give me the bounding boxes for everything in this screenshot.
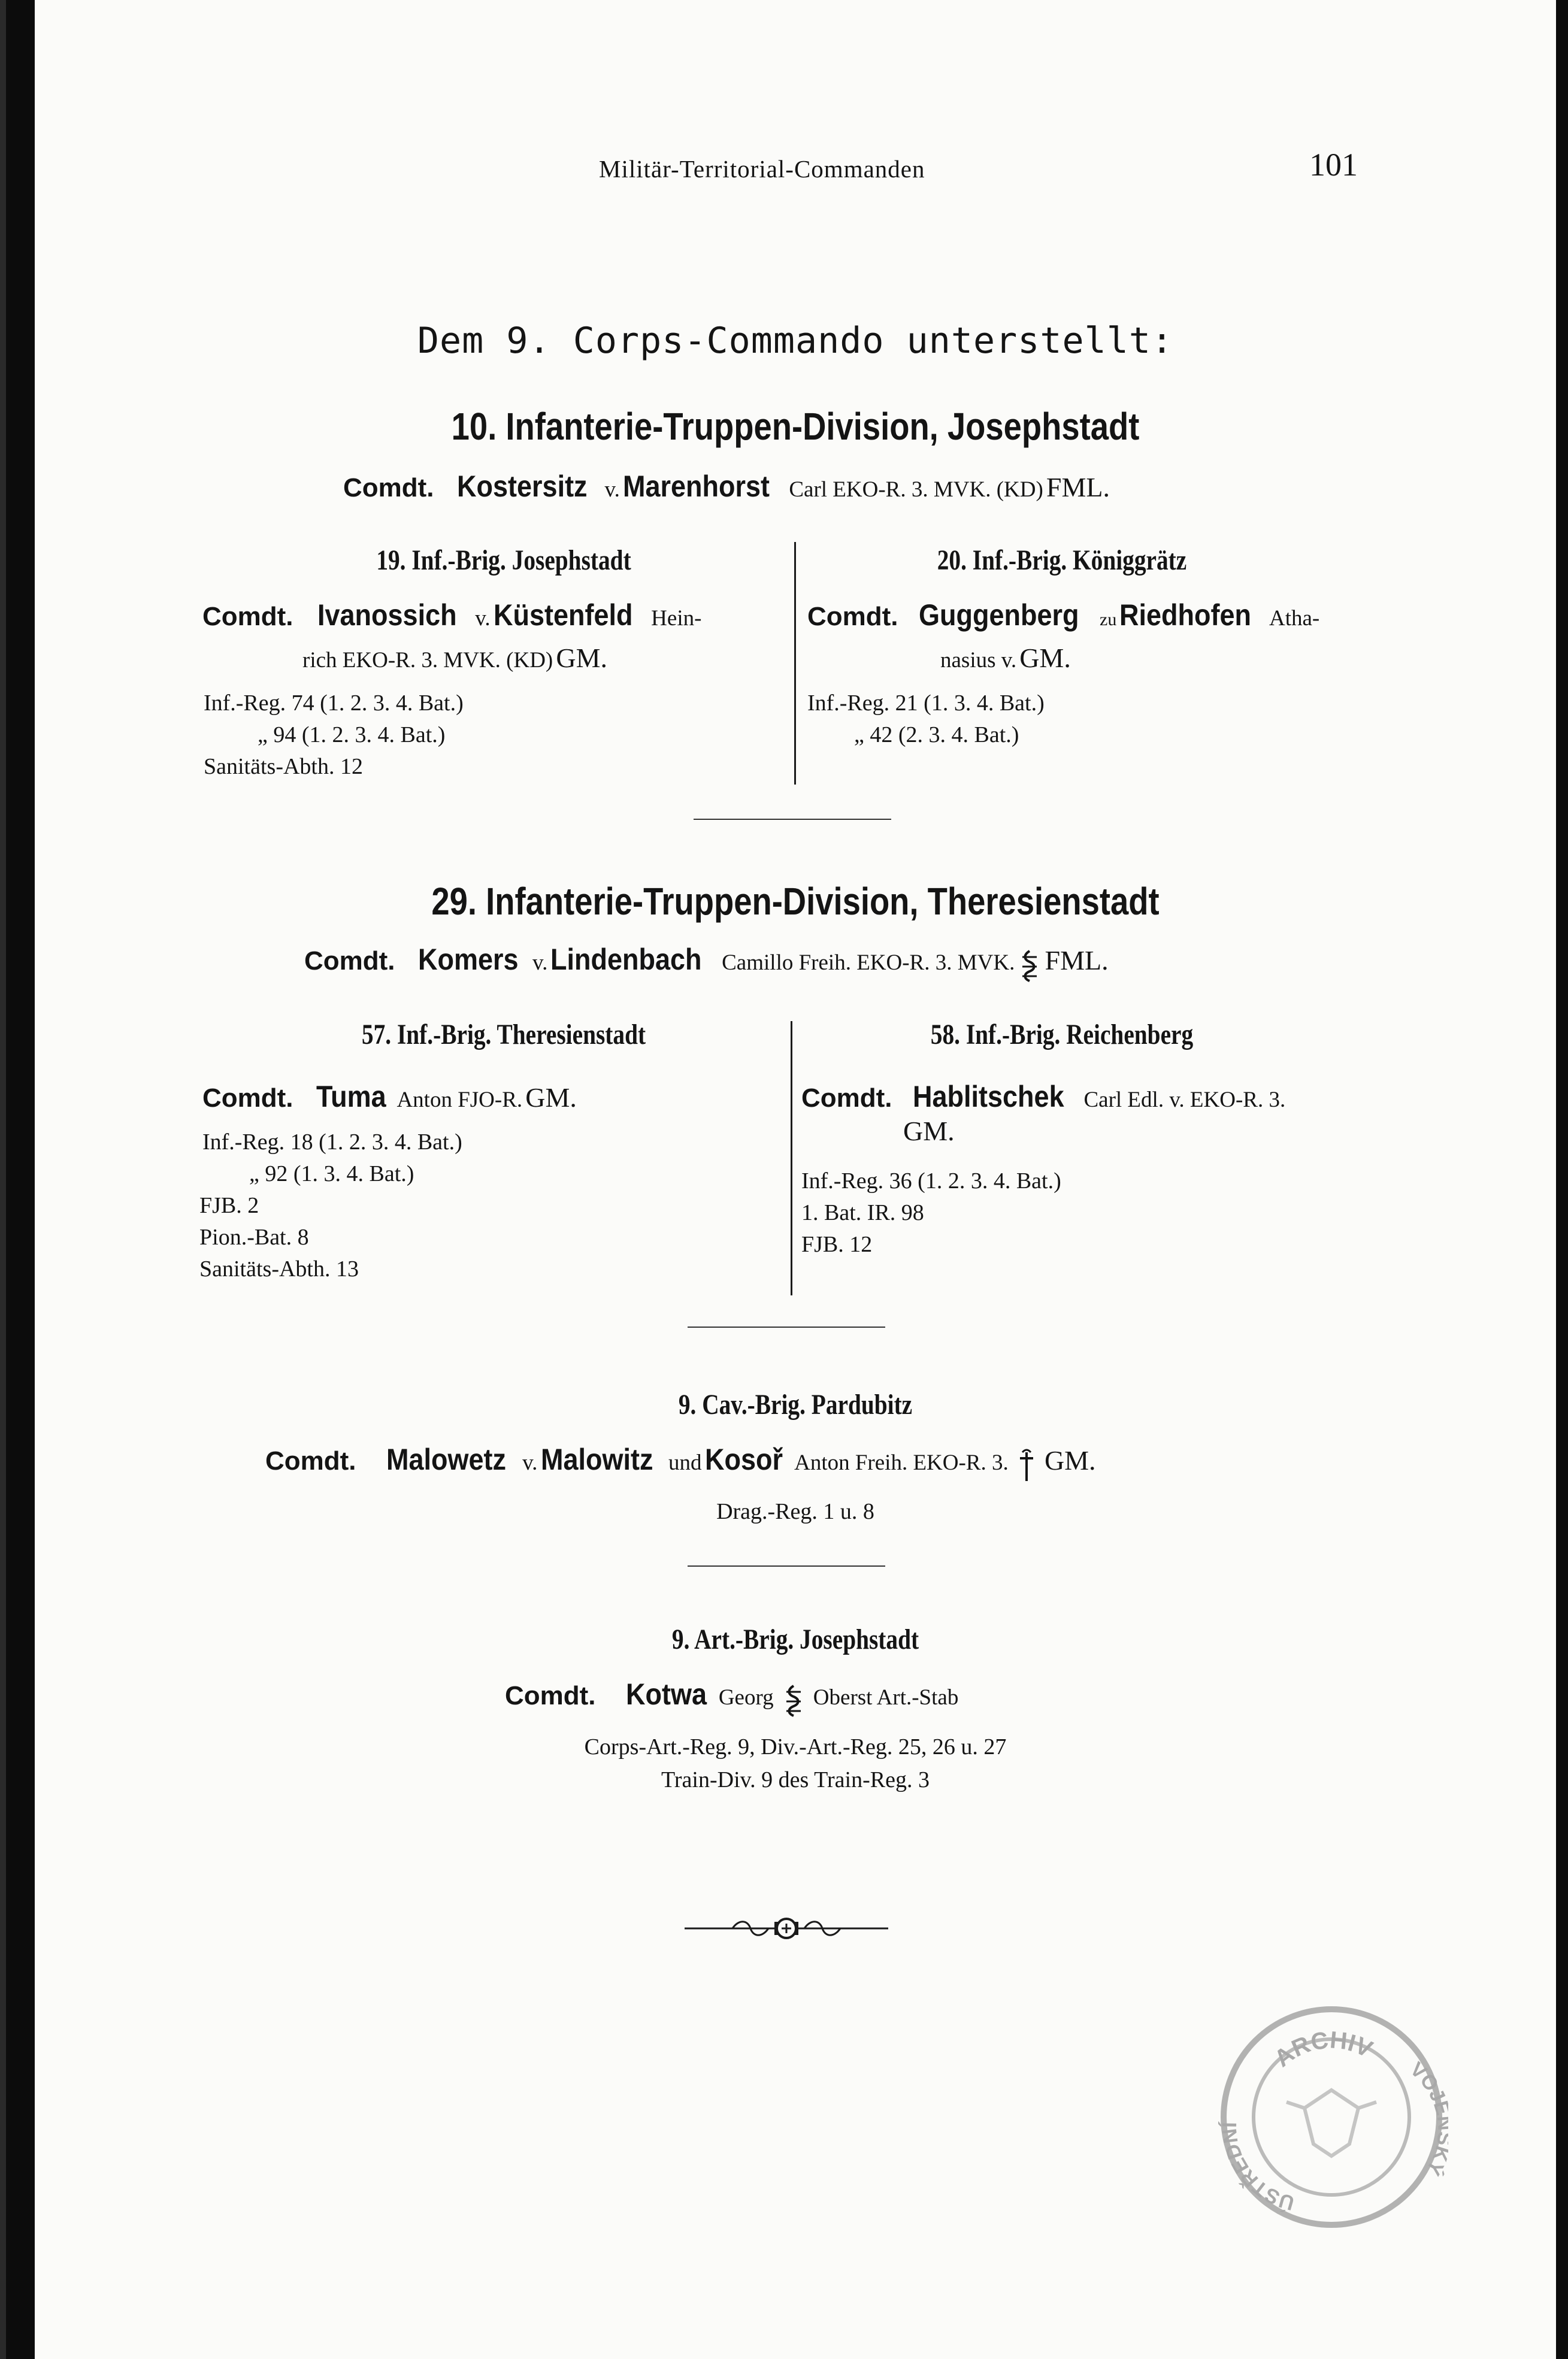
svg-text:ARCHIV [1270, 2027, 1377, 2072]
unit-line: Pion.-Bat. 8 [199, 1225, 309, 1250]
comdt-label: Comdt. [202, 1083, 293, 1113]
name-particle: zu [1100, 610, 1117, 629]
section-rule [688, 1327, 885, 1328]
commander-rank: FML. [1046, 472, 1110, 502]
name-particle: v. [532, 950, 548, 975]
running-title: Militär-Territorial-Commanden [599, 155, 925, 183]
unit-line: „ 42 (2. 3. 4. Bat.) [854, 722, 1019, 747]
order-badge-icon [782, 1683, 806, 1721]
commander-rank: GM. [903, 1116, 955, 1146]
brigade-19-commander-cont [302, 642, 607, 674]
brigade-57-heading: 57. Inf.-Brig. Theresienstadt [361, 1019, 646, 1050]
commander-name-2: Lindenbach [550, 943, 702, 976]
brigade-20-commander-cont [940, 642, 1071, 674]
commander-details-1: Atha- [1269, 606, 1320, 631]
brigade-19-heading-wrap [198, 544, 809, 577]
commander-rank: GM. [525, 1082, 577, 1113]
unit-line: 1. Bat. IR. 98 [801, 1200, 924, 1225]
unit-line: „ 92 (1. 3. 4. Bat.) [249, 1161, 414, 1186]
commander-name-2: Küstenfeld [493, 598, 633, 632]
section-title: Dem 9. Corps-Commando unterstellt: [417, 320, 1174, 362]
art-brigade-heading-wrap [35, 1623, 1556, 1656]
brigade-19-heading: 19. Inf.-Brig. Josephstadt [376, 544, 631, 576]
eagle-emblem-icon [1287, 2090, 1376, 2156]
unit-line: FJB. 2 [199, 1193, 259, 1218]
commander-name-2: Riedhofen [1119, 598, 1252, 632]
division-10-heading: 10. Infanterie-Truppen-Division, Josephstadt [451, 405, 1140, 448]
commander-rank: GM. [556, 643, 607, 673]
unit-line: Sanitäts-Abth. 13 [199, 1256, 359, 1282]
brigade-20-heading: 20. Inf.-Brig. Königgrätz [937, 544, 1187, 576]
commander-details: Carl Edl. v. EKO-R. 3. [1083, 1088, 1286, 1112]
comdt-label: Comdt. [202, 602, 293, 631]
scan-edge [0, 0, 6, 2359]
brigade-20-commander [807, 598, 1319, 632]
brigade-58-commander [801, 1079, 1285, 1114]
stamp-top-text: ARCHIV [1269, 2027, 1377, 2073]
commander-rank: GM. [1044, 1445, 1096, 1476]
commander-name: Guggenberg [918, 598, 1079, 632]
commander-details-2: nasius v. [940, 648, 1017, 673]
commander-name: Ivanossich [317, 598, 457, 632]
cav-brigade-heading: 9. Cav.-Brig. Pardubitz [678, 1389, 913, 1421]
commander-name: Kotwa [625, 1677, 707, 1711]
commander-name: Hablitschek [912, 1080, 1064, 1113]
comdt-label: Comdt. [807, 602, 898, 631]
comdt-label: Comdt. [304, 946, 395, 976]
cross-order-icon [1018, 1449, 1036, 1486]
commander-rank: GM. [1019, 643, 1071, 673]
brigade-58-heading: 58. Inf.-Brig. Reichenberg [930, 1019, 1194, 1050]
commander-name: Malowetz [386, 1443, 506, 1476]
unit-line: Inf.-Reg. 74 (1. 2. 3. 4. Bat.) [204, 691, 464, 716]
section-rule [694, 819, 891, 820]
comdt-label: Comdt. [343, 473, 434, 502]
commander-details-1: Hein- [651, 606, 702, 631]
division-29-commander [304, 942, 1109, 986]
unit-line: „ 94 (1. 2. 3. 4. Bat.) [258, 722, 446, 747]
unit-line: Sanitäts-Abth. 12 [204, 754, 363, 779]
unit-line: Inf.-Reg. 21 (1. 3. 4. Bat.) [807, 691, 1045, 716]
order-badge-icon [1018, 949, 1042, 986]
name-particle: v. [475, 606, 491, 631]
comdt-label: Comdt. [265, 1446, 356, 1476]
commander-details: Anton Freih. EKO-R. 3. [794, 1450, 1009, 1475]
commander-rank: FML. [1045, 945, 1109, 976]
commander-name: Komers [417, 943, 519, 976]
commander-name-2: Marenhorst [623, 470, 770, 503]
name-particle: v. [522, 1450, 538, 1475]
commander-details: Camillo Freih. EKO-R. 3. MVK. [722, 950, 1015, 975]
brigade-58-heading-wrap [813, 1018, 1310, 1051]
name-connector: und [668, 1450, 702, 1475]
division-29-heading-wrap [35, 879, 1556, 923]
art-brigade-units-1: Corps-Art.-Reg. 9, Div.-Art.-Reg. 25, 26 u. 27 [584, 1734, 1007, 1760]
commander-details: Carl EKO-R. 3. MVK. (KD) [789, 477, 1043, 502]
stamp-left-text: ÚSTŘEDNÍ [1218, 2122, 1297, 2215]
unit-line: FJB. 12 [801, 1232, 873, 1257]
division-29-heading: 29. Infanterie-Truppen-Division, Theresienstadt [431, 880, 1160, 923]
brigade-19-commander [202, 598, 701, 632]
commander-name-3: Kosoř [704, 1443, 783, 1476]
commander-name: Tuma [316, 1080, 386, 1113]
art-brigade-heading: 9. Art.-Brig. Josephstadt [671, 1624, 919, 1655]
archive-stamp [1215, 2000, 1448, 2234]
division-10-heading-wrap [35, 404, 1556, 449]
commander-details-2: Oberst Art.-Stab [813, 1685, 959, 1710]
section-rule [688, 1565, 885, 1567]
unit-line: Inf.-Reg. 36 (1. 2. 3. 4. Bat.) [801, 1168, 1061, 1194]
commander-details-2: rich EKO-R. 3. MVK. (KD) [302, 648, 553, 673]
commander-name: Kostersitz [456, 470, 588, 503]
art-brigade-units-2: Train-Div. 9 des Train-Reg. 3 [661, 1767, 930, 1792]
commander-name-2: Malowitz [540, 1443, 653, 1476]
commander-details: Anton FJO-R. [396, 1088, 523, 1112]
column-divider [791, 1021, 792, 1295]
cav-brigade-units: Drag.-Reg. 1 u. 8 [716, 1499, 874, 1524]
comdt-label: Comdt. [801, 1083, 892, 1113]
comdt-label: Comdt. [505, 1681, 596, 1710]
svg-text:VOJENSKÝ [1406, 2058, 1448, 2179]
document-page [35, 0, 1556, 2359]
division-10-commander [343, 469, 1110, 504]
stamp-right-text: VOJ Ý [1405, 2057, 1448, 2179]
commander-details-1: Georg [718, 1685, 774, 1710]
unit-line: Inf.-Reg. 18 (1. 2. 3. 4. Bat.) [202, 1129, 462, 1155]
brigade-57-heading-wrap [198, 1018, 809, 1051]
art-brigade-commander [505, 1677, 958, 1721]
cav-brigade-commander [265, 1442, 1096, 1486]
name-particle: v. [604, 477, 620, 502]
column-divider [794, 542, 796, 785]
brigade-20-heading-wrap [813, 544, 1310, 577]
page-number: 101 [1309, 147, 1358, 183]
brigade-57-commander [202, 1079, 577, 1114]
ornament-tailpiece-icon [685, 1913, 888, 1946]
cav-brigade-heading-wrap [35, 1388, 1556, 1421]
